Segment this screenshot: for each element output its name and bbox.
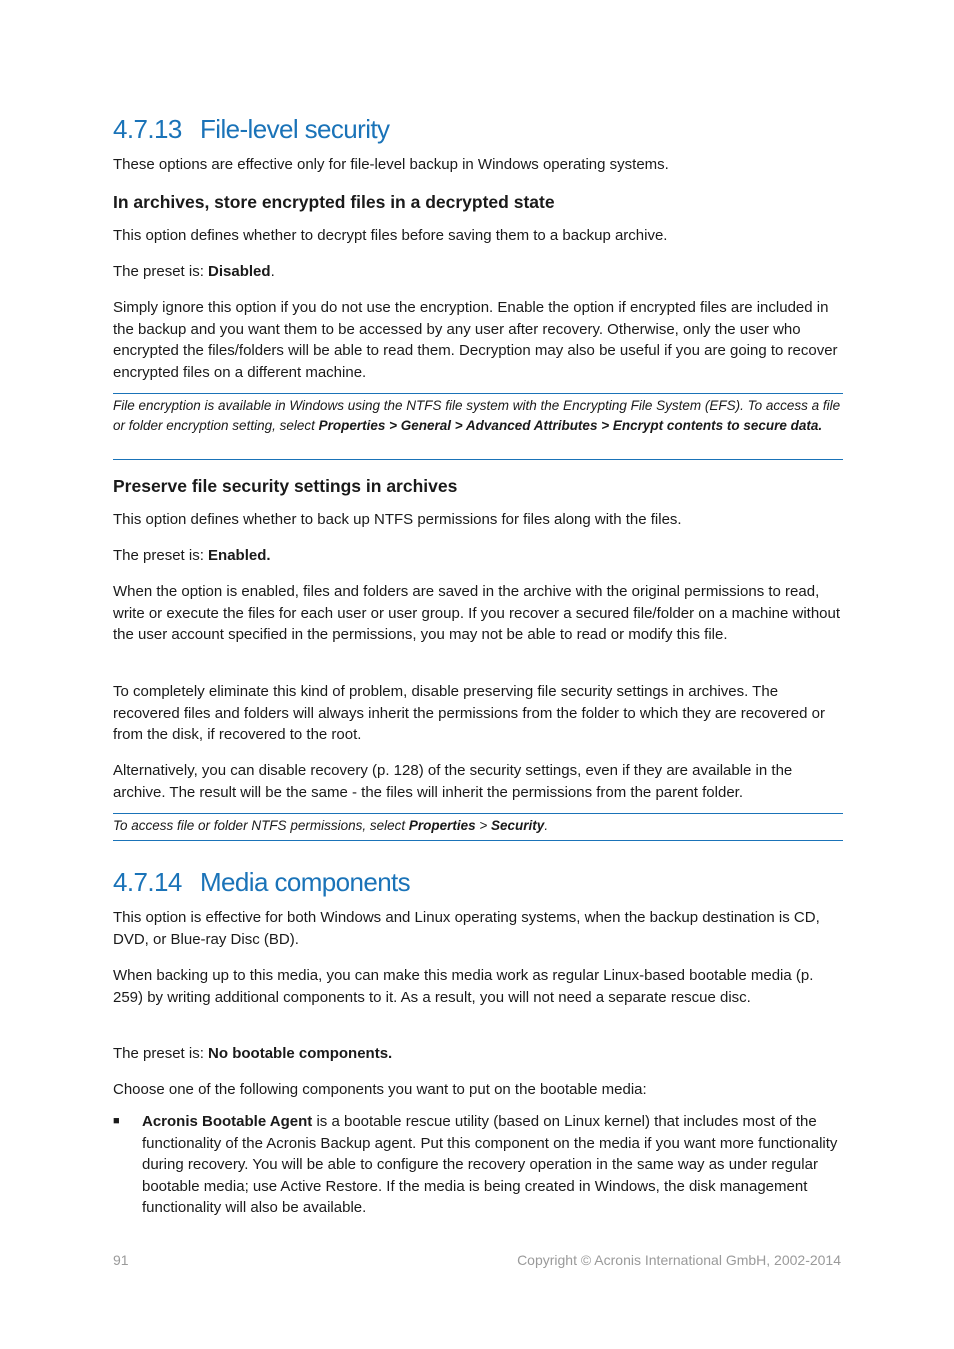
preset-label: The preset is: bbox=[113, 1045, 209, 1062]
section-title: Media components bbox=[200, 867, 411, 897]
paragraph: This option defines whether to decrypt files before saving them to a backup archive. bbox=[113, 227, 668, 244]
subheading-preserve-security: Preserve file security settings in archives bbox=[113, 476, 458, 496]
preset-value: No bootable components. bbox=[208, 1045, 393, 1062]
paragraph: This option defines whether to back up NTFS permissions for files along with the files. bbox=[113, 511, 682, 528]
page-number: 91 bbox=[113, 1252, 129, 1268]
note-separator: > bbox=[475, 818, 492, 833]
paragraph: When the option is enabled, files and folders are saved in the archive with the original permissions to read, write or execute the files for each user or user group. If you recover a secured file/folder on a machine without the user account specified in the permissions, you may not be able to read or modify this file. bbox=[113, 583, 841, 643]
note-bold-path: Properties > General > Advanced Attributes > Encrypt contents to secure data. bbox=[318, 417, 823, 433]
paragraph: Choose one of the following components you want to put on the bootable media: bbox=[113, 1081, 647, 1098]
preset-line bbox=[113, 261, 843, 283]
note-text: To access file or folder NTFS permissions, select bbox=[113, 818, 409, 833]
preset-line bbox=[113, 1043, 843, 1065]
bullet-square-icon: ■ bbox=[113, 1115, 120, 1127]
list-item bbox=[142, 1111, 843, 1219]
preset-line bbox=[113, 545, 843, 567]
copyright: Copyright © Acronis International GmbH, 2002-2014 bbox=[517, 1252, 841, 1268]
note-box-efs bbox=[113, 393, 843, 460]
section-number: 4.7.14 bbox=[113, 867, 182, 897]
preset-value: Disabled bbox=[208, 263, 271, 280]
section-number: 4.7.13 bbox=[113, 114, 182, 144]
note-end: . bbox=[544, 818, 549, 833]
section-title: File-level security bbox=[200, 114, 390, 144]
paragraph: To completely eliminate this kind of problem, disable preserving file security settings in archives. The recovered files and folders will always inherit the permissions from the folder to which they are recovered or from the disk, if recovered to the root. bbox=[113, 683, 825, 743]
paragraph: When backing up to this media, you can make this media work as regular Linux-based bootable media (p. 259) by writing additional components to it. As a result, you will not need a separate rescue disc. bbox=[113, 967, 814, 1006]
paragraph: This option is effective for both Windows and Linux operating systems, when the backup destination is CD, DVD, or Blue-ray Disc (BD). bbox=[113, 909, 820, 948]
note-box-ntfs bbox=[113, 813, 843, 841]
subheading-decrypt: In archives, store encrypted files in a decrypted state bbox=[113, 192, 555, 212]
list-item-bold: Acronis Bootable Agent bbox=[142, 1113, 313, 1130]
list-item-text: is a bootable rescue utility (based on Linux kernel) that includes most of the functionality of the Acronis Backup agent. Put this component on the media if you want more functionality during recovery. You will be able to configure the recovery operation in the same way as under regular bootable media; use Active Restore. If the media is being created in Windows, the disk management functionality will also be available. bbox=[142, 1113, 838, 1216]
section-heading-media-components bbox=[113, 867, 410, 898]
note-text: File encryption is available in Windows using the NTFS file system with the Encrypting File System (EFS). To access a file or folder encryption setting, select bbox=[113, 398, 841, 433]
paragraph: Alternatively, you can disable recovery (p. 128) of the security settings, even if they are available in the archive. The result will be the same - the files will inherit the permissions from the parent folder. bbox=[113, 762, 793, 801]
note-bold-properties: Properties bbox=[408, 818, 476, 833]
preset-label: The preset is: bbox=[113, 547, 209, 564]
paragraph: Simply ignore this option if you do not use the encryption. Enable the option if encrypted files are included in the backup and you want them to be accessed by any user after recovery. Otherwise, only the user who encrypted the files/folders will be able to read them. Decryption may also be useful if you are going to recover encrypted files on a different machine. bbox=[113, 299, 838, 381]
note-bold-security: Security bbox=[491, 818, 545, 833]
section-heading-file-level-security bbox=[113, 114, 389, 145]
preset-value: Enabled. bbox=[208, 547, 271, 564]
section-intro: These options are effective only for file-level backup in Windows operating systems. bbox=[113, 156, 669, 173]
preset-end: . bbox=[270, 263, 275, 280]
preset-label: The preset is: bbox=[113, 263, 209, 280]
